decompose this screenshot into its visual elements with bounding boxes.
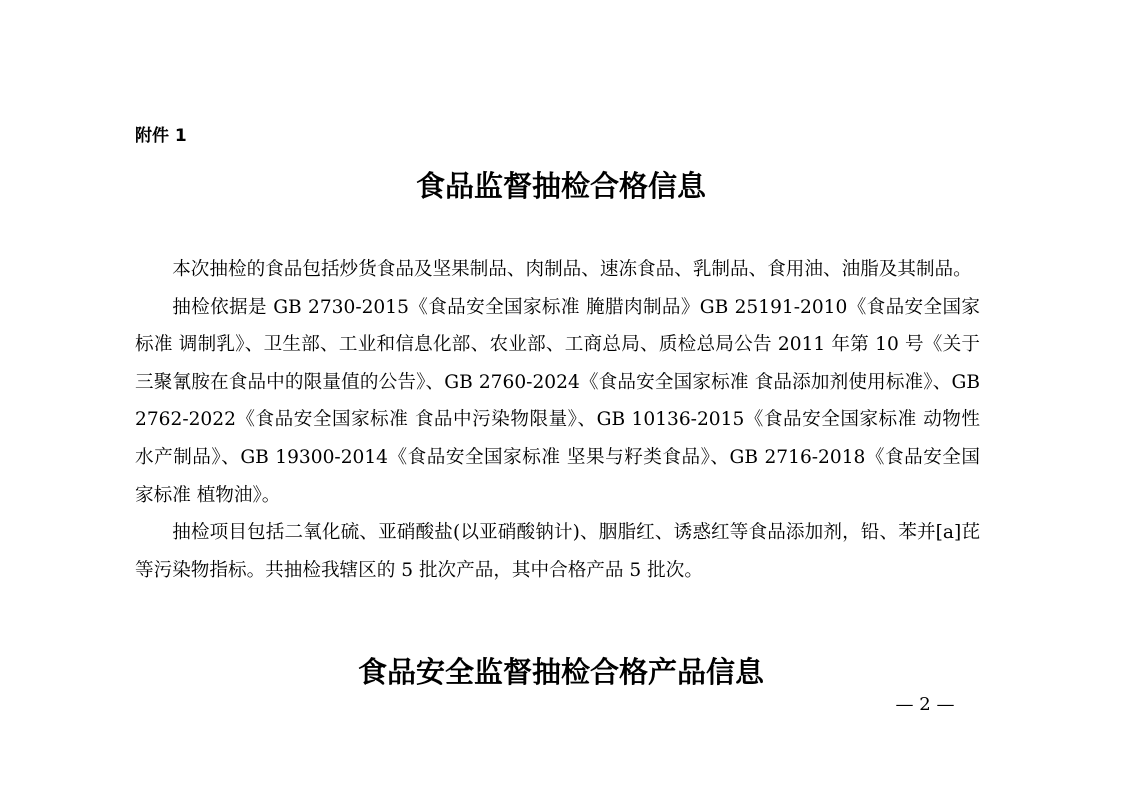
section-title: 食品安全监督抽检合格产品信息	[357, 655, 764, 689]
document-body	[135, 251, 980, 589]
page-number: — 2 —	[895, 694, 955, 715]
attachment-label: 附件 1	[135, 126, 187, 146]
document-title: 食品监督抽检合格信息	[415, 169, 706, 203]
paragraph-items: 抽检项目包括二氧化硫、亚硝酸盐(以亚硝酸钠计)、胭脂红、诱惑红等食品添加剂，铅、苯并[a]芘等污染物指标。共抽检我辖区的 5 批次产品，其中合格产品 5 批次。	[135, 522, 980, 581]
paragraph-scope: 本次抽检的食品包括炒货食品及坚果制品、肉制品、速冻食品、乳制品、食用油、油脂及其制品。	[172, 259, 972, 280]
paragraph-standards: 抽检依据是 GB 2730-2015《食品安全国家标准 腌腊肉制品》GB 25191-2010《食品安全国家标准 调制乳》、卫生部、工业和信息化部、农业部、工商总局、质检总局公告 2011 年第 10 号《关于三聚氰胺在食品中的限量值的公告》、GB 2760-2024《食品安全国家标准 食品添加剂使用标准》、GB 2762-2022《食品安全国家标准 食品中污染物限量》、GB 10136-2015《食品安全国家标准 动物性水产制品》、GB 19300-2014《食品安全国家标准 坚果与籽类食品》、GB 2716-2018《食品安全国家标准 植物油》。	[135, 296, 980, 506]
